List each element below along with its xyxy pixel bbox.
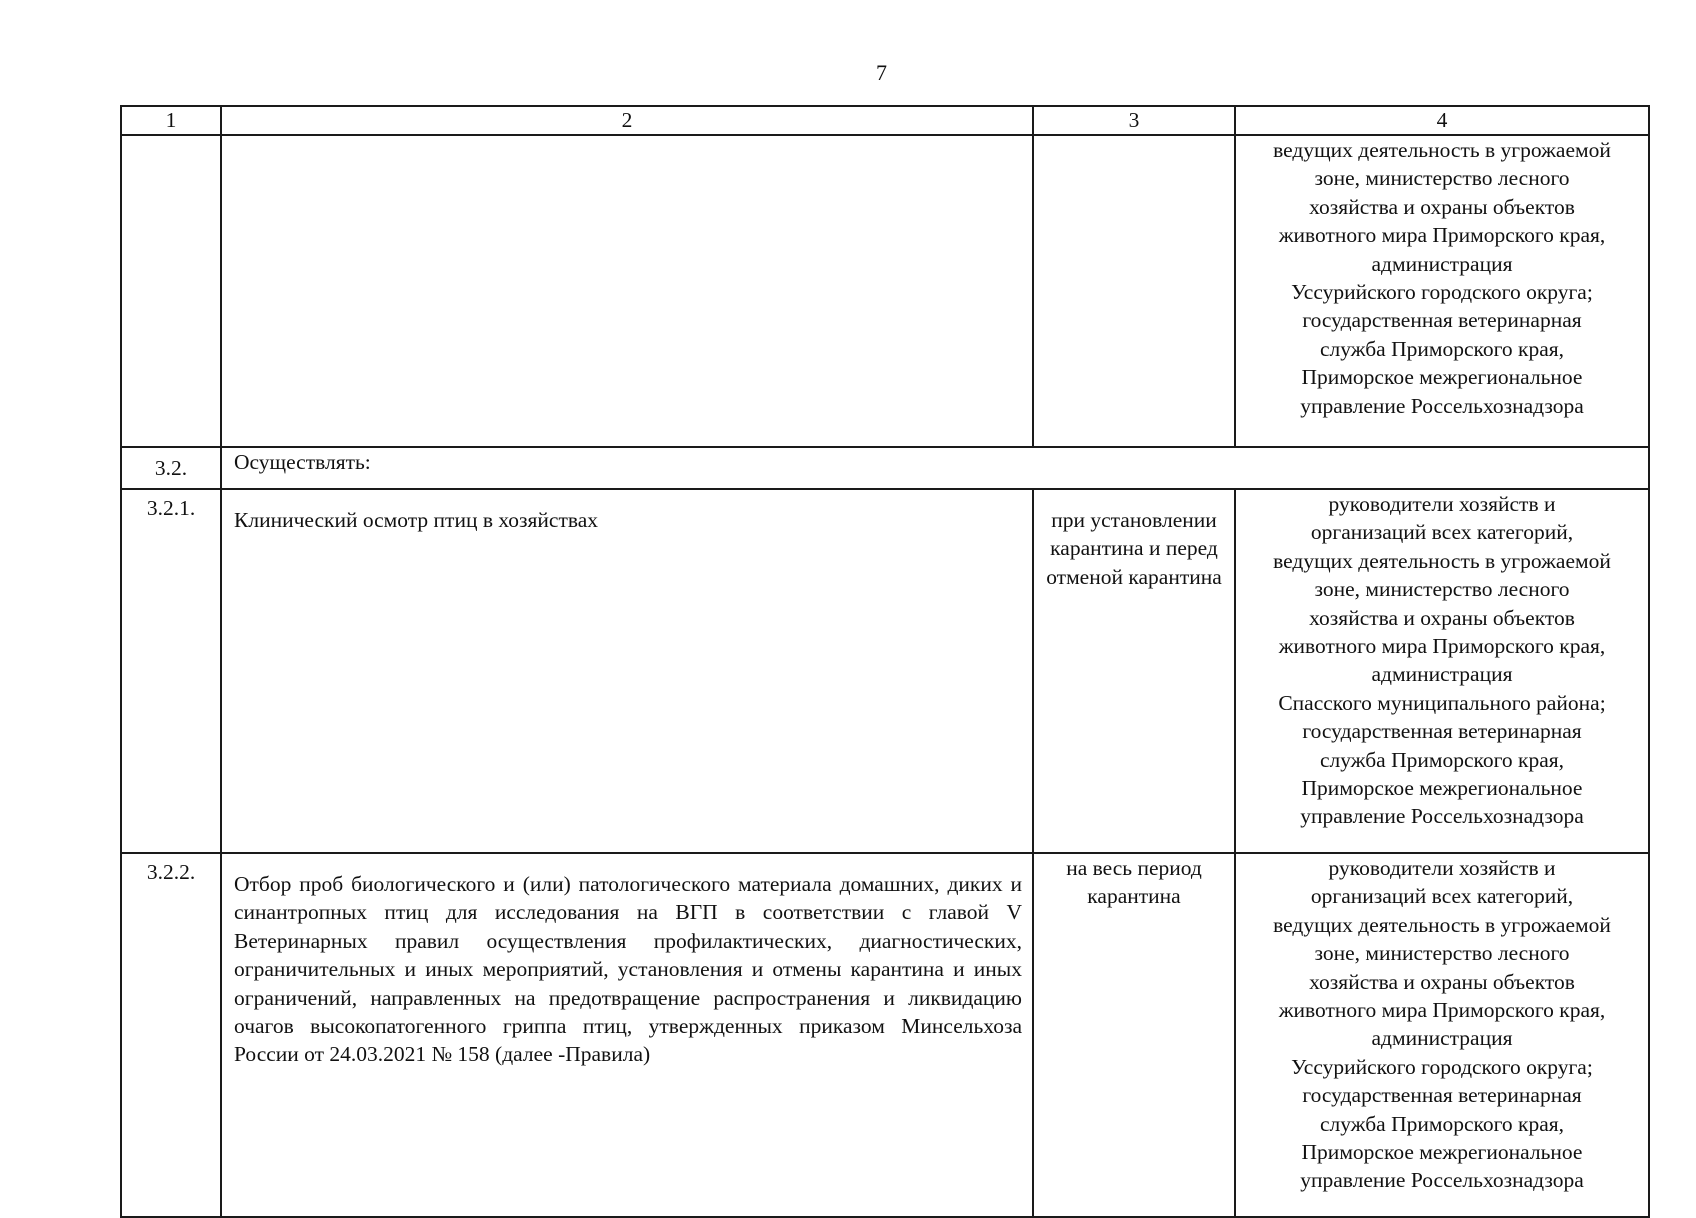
row-number-cell: 3.2.1.: [121, 489, 221, 853]
period-cell: при установлении карантина и перед отменой карантина: [1033, 489, 1235, 853]
table-header-row: [121, 106, 1649, 135]
page-number: 7: [876, 60, 887, 85]
column-header-3: 3: [1033, 106, 1235, 135]
activity-cell: Отбор проб биологического и (или) патологического материала домашних, диких и синантропных птиц для исследования на ВГП в соответствии с главой V Ветеринарных правил осуществления профилактических, диагностических, ограничительных и иных мероприятий, установления и отмены карантина и иных ограничений, направленных на предотвращение распространения и ликвидацию очагов высокопатогенного гриппа птиц, утвержденных приказом Минсельхоза России от 24.03.2021 № 158 (далее -Правила): [221, 853, 1033, 1217]
column-header-2: 2: [221, 106, 1033, 135]
activity-cell: [221, 135, 1033, 447]
row-number-cell: 3.2.2.: [121, 853, 221, 1217]
column-header-1: 1: [121, 106, 221, 135]
measures-table: [120, 105, 1650, 1218]
responsible-cell: ведущих деятельность в угрожаемой зоне, министерство лесного хозяйства и охраны объектов животного мира Приморского края, администрация Уссурийского городского округа; государственная ветеринарная служба Приморского края, Приморское межрегиональное управление Россельхознадзора: [1235, 135, 1649, 447]
responsible-cell: руководители хозяйств и организаций всех категорий, ведущих деятельность в угрожаемой зоне, министерство лесного хозяйства и охраны объектов животного мира Приморского края, администрация Спасского муниципального района; государственная ветеринарная служба Приморского края, Приморское межрегиональное управление Россельхознадзора: [1235, 489, 1649, 853]
activity-cell: Клинический осмотр птиц в хозяйствах: [221, 489, 1033, 853]
period-cell: [1033, 135, 1235, 447]
table-row-3-2-2: [121, 853, 1649, 1217]
period-cell: на весь период карантина: [1033, 853, 1235, 1217]
table-row-section-3-2: [121, 447, 1649, 489]
column-header-4: 4: [1235, 106, 1649, 135]
table-row-3-2-1: [121, 489, 1649, 853]
section-title-cell: Осуществлять:: [221, 447, 1649, 489]
row-number-cell: 3.2.: [121, 447, 221, 489]
table-row-continuation: [121, 135, 1649, 447]
row-number-cell: [121, 135, 221, 447]
responsible-cell: руководители хозяйств и организаций всех категорий, ведущих деятельность в угрожаемой зоне, министерство лесного хозяйства и охраны объектов животного мира Приморского края, администрация Уссурийского городского округа; государственная ветеринарная служба Приморского края, Приморское межрегиональное управление Россельхознадзора: [1235, 853, 1649, 1217]
